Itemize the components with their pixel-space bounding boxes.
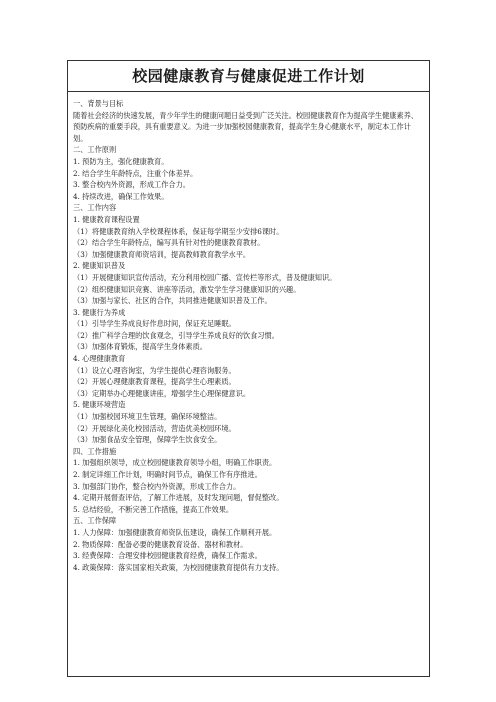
list-item: 2. 健康知识普及	[73, 261, 126, 271]
list-item: 2. 物质保障：配备必要的健康教育设备、器材和教材。	[73, 539, 248, 549]
list-item: 3. 健康行为养成	[73, 307, 126, 317]
list-item: 3. 整合校内外资源，形成工作合力。	[73, 180, 190, 190]
list-item: （3）加强与家长、社区的合作，共同推进健康知识普及工作。	[73, 296, 272, 306]
list-item: 3. 经费保障：合理安排校园健康教育经费，确保工作需求。	[73, 551, 262, 561]
list-item: 5. 健康环境营造	[73, 400, 126, 410]
section-heading: 二、工作原则	[73, 145, 117, 155]
list-item: （1）开展健康知识宣传活动，充分利用校园广播、宣传栏等形式，普及健康知识。	[73, 272, 337, 282]
list-item: （1）设立心理咨询室，为学生提供心理咨询服务。	[73, 365, 236, 375]
list-item: （3）加强食品安全管理，保障学生饮食安全。	[73, 435, 222, 445]
document-body	[68, 92, 429, 573]
section-heading: 五、工作保障	[73, 516, 117, 526]
list-item: （2）组织健康知识竞赛、讲座等活动，激发学生学习健康知识的兴趣。	[73, 284, 301, 294]
list-item: （1）加强校园环境卫生管理，确保环境整洁。	[73, 412, 222, 422]
list-item: （1）引导学生养成良好作息时间，保证充足睡眠。	[73, 319, 236, 329]
list-item: （2）结合学生年龄特点，编写具有针对性的健康教育教材。	[73, 238, 265, 248]
list-item: （2）推广科学合理的饮食观念，引导学生养成良好的饮食习惯。	[73, 330, 279, 340]
list-item: 4. 心理健康教育	[73, 354, 126, 364]
list-item: （1）将健康教育纳入学校课程体系，保证每学期至少安排6课时。	[73, 226, 284, 236]
list-item: （3）加强体育锻炼，提高学生身体素质。	[73, 342, 207, 352]
list-item: 3. 加强部门协作，整合校内外资源，形成工作合力。	[73, 481, 241, 491]
document-frame	[67, 60, 430, 677]
list-item: 4. 持续改进，确保工作效果。	[73, 191, 169, 201]
list-item: （2）开展心理健康教育课程，提高学生心理素质。	[73, 377, 236, 387]
page-title: 校园健康教育与健康促进工作计划	[68, 61, 429, 92]
list-item: 1. 人力保障：加强健康教育师资队伍建设，确保工作顺利开展。	[73, 527, 277, 537]
section-heading: 一、背景与目标	[73, 99, 124, 108]
list-item: 5. 总结经验，不断完善工作措施，提高工作效果。	[73, 504, 234, 514]
list-item: （2）开展绿化美化校园活动，营造优美校园环境。	[73, 423, 236, 433]
list-item: （3）加强健康教育师资培训，提高教师教育教学水平。	[73, 249, 251, 259]
section-heading: 三、工作内容	[73, 203, 117, 213]
list-item: 4. 政策保障：落实国家相关政策，为校园健康教育提供有力支持。	[73, 562, 284, 572]
paragraph: 随着社会经济的快速发展，青少年学生的健康问题日益受到广泛关注。校园健康教育作为提高学生健康素养、预防疾病的重要手段，具有重要意义。为进一步加强校园健康教育，提高学生身心健康水平，制定本工作计划。	[73, 110, 419, 143]
list-item: 1. 预防为主，强化健康教育。	[73, 156, 169, 166]
list-item: 4. 定期开展督查评估，了解工作进展，及时发现问题，督促整改。	[73, 493, 284, 503]
list-item: 1. 健康教育课程设置	[73, 214, 140, 224]
list-item: 1. 加强组织领导，成立校园健康教育领导小组，明确工作职责。	[73, 458, 277, 468]
section-heading: 四、工作措施	[73, 446, 117, 456]
list-item: 2. 制定详细工作计划，明确时间节点，确保工作有序推进。	[73, 470, 262, 479]
list-item: （3）定期举办心理健康讲座，增强学生心理保健意识。	[73, 388, 251, 398]
list-item: 2. 结合学生年龄特点，注重个体差异。	[73, 168, 198, 178]
